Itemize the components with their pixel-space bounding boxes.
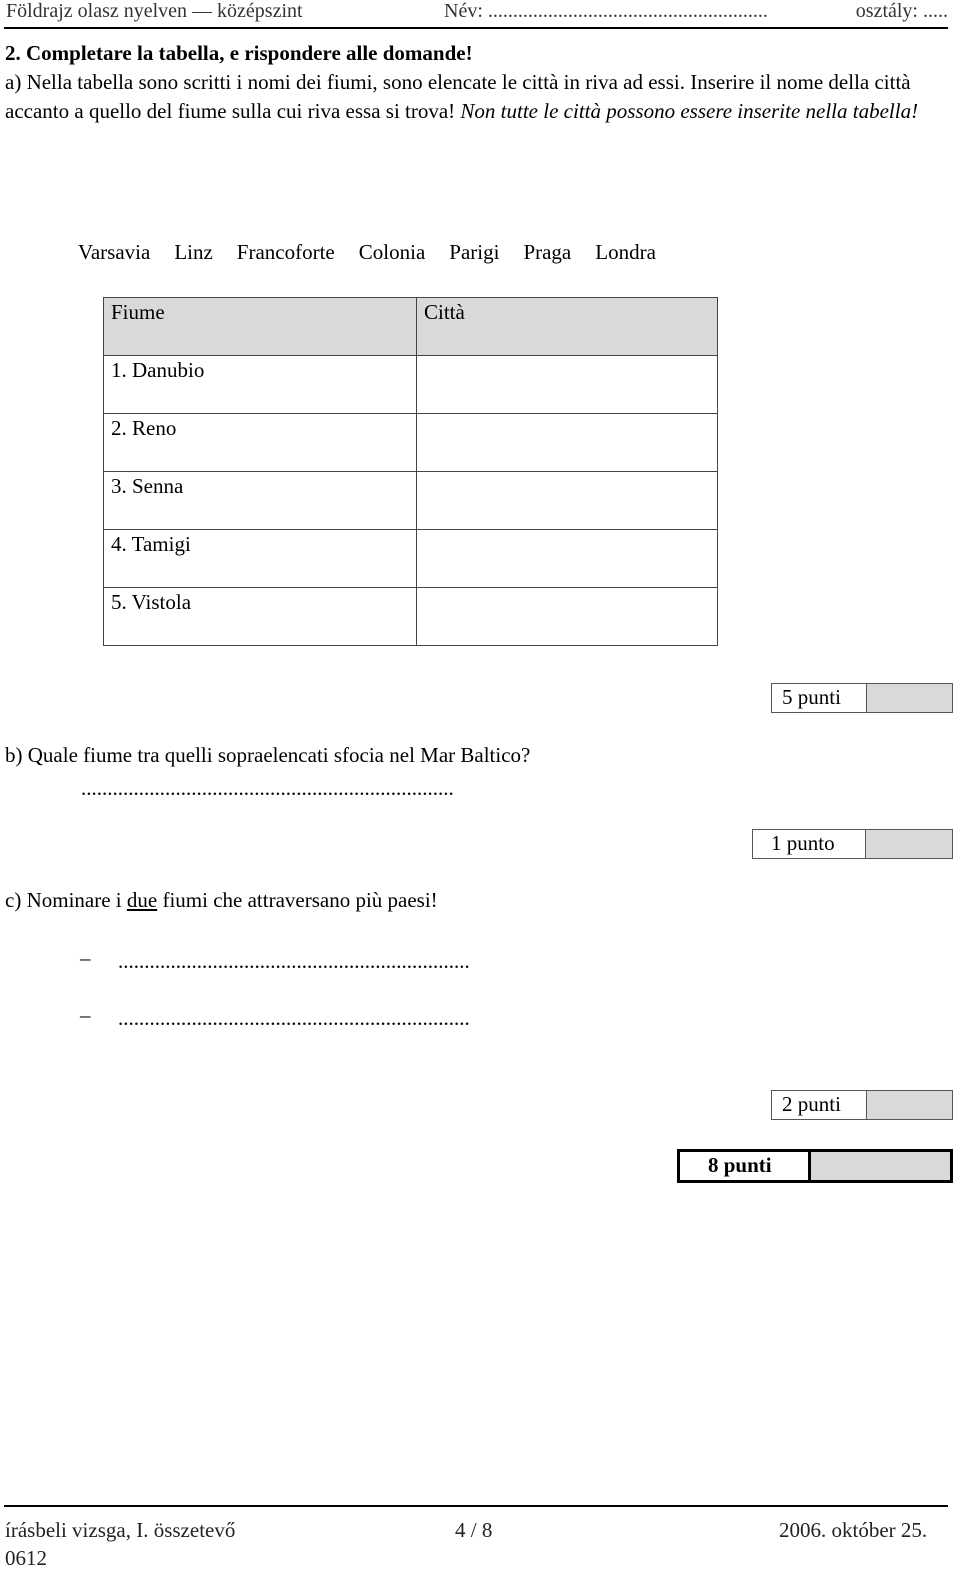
table-row: [104, 588, 718, 646]
city-answer-cell[interactable]: [417, 588, 718, 646]
column-header-river: Fiume: [104, 298, 417, 356]
river-cell: 2. Reno: [104, 414, 417, 472]
answer-line-b[interactable]: .......................................................................: [81, 776, 454, 800]
city-item: Francoforte: [236, 240, 335, 264]
footer-page-number: 4 / 8: [455, 1518, 493, 1542]
score-field-a[interactable]: [867, 684, 952, 712]
river-city-table: [103, 297, 718, 646]
city-answer-cell[interactable]: [417, 530, 718, 588]
table-row: [104, 356, 718, 414]
question-c-end: fiumi che attraversano più paesi!: [157, 888, 438, 912]
question-c-emphasis: due: [126, 888, 158, 912]
question-c-start: c) Nominare i: [5, 888, 127, 912]
city-item: Linz: [174, 240, 213, 264]
question-a-note: Non tutte le città possono essere inserite nella tabella!: [460, 99, 919, 123]
question-b-text: b) Quale fiume tra quelli sopraelencati sfocia nel Mar Baltico?: [5, 743, 531, 767]
river-cell: 5. Vistola: [104, 588, 417, 646]
question-a-text: [5, 68, 925, 126]
table-header-row: [104, 298, 718, 356]
score-box-a: [771, 683, 953, 713]
score-label-c: 2 punti: [772, 1091, 867, 1119]
city-list: [78, 240, 680, 265]
city-answer-cell[interactable]: [417, 356, 718, 414]
answer-line-c1[interactable]: ...................................................................: [118, 949, 470, 973]
footer-exam-label: írásbeli vizsga, I. összetevő: [5, 1518, 236, 1542]
score-field-b[interactable]: [866, 830, 952, 858]
score-label-b: 1 punto: [753, 830, 866, 858]
score-box-c: [771, 1090, 953, 1120]
score-field-total[interactable]: [811, 1152, 950, 1180]
score-label-a: 5 punti: [772, 684, 867, 712]
answer-line-c2[interactable]: ...................................................................: [118, 1006, 470, 1030]
city-item: Parigi: [449, 240, 500, 264]
column-header-city: Città: [417, 298, 718, 356]
city-answer-cell[interactable]: [417, 472, 718, 530]
table-row: [104, 414, 718, 472]
city-item: Varsavia: [78, 240, 151, 264]
city-answer-cell[interactable]: [417, 414, 718, 472]
table-row: [104, 472, 718, 530]
city-item: Londra: [595, 240, 656, 264]
bullet-dash: –: [80, 1003, 91, 1027]
score-box-b: [752, 829, 953, 859]
header-divider: [4, 27, 948, 29]
question-a-instructions: a) Nella tabella sono scritti i nomi dei fiumi, sono elencate le città in riva ad essi. Inserire il nome della città accanto a quello del fiume sulla cui riva essa si trova!: [5, 70, 911, 123]
header-class-field: osztály: .....: [855, 0, 948, 22]
task-title: 2. Completare la tabella, e rispondere alle domande!: [5, 41, 473, 65]
footer-divider: [4, 1505, 948, 1507]
city-item: Colonia: [358, 240, 426, 264]
header-name-field: Név: ........................................................: [444, 0, 768, 22]
header-subject: Földrajz olasz nyelven — középszint: [6, 0, 303, 22]
table-row: [104, 530, 718, 588]
river-cell: 4. Tamigi: [104, 530, 417, 588]
city-item: Praga: [523, 240, 572, 264]
river-cell: 3. Senna: [104, 472, 417, 530]
score-label-total: 8 punti: [680, 1152, 811, 1180]
question-c-text: [5, 888, 438, 913]
bullet-dash: –: [80, 946, 91, 970]
river-cell: 1. Danubio: [104, 356, 417, 414]
footer-date: 2006. október 25.: [779, 1518, 928, 1542]
page-header: [6, 0, 948, 24]
score-field-c[interactable]: [867, 1091, 952, 1119]
footer-code: 0612: [5, 1546, 47, 1570]
score-box-total: [677, 1149, 953, 1183]
